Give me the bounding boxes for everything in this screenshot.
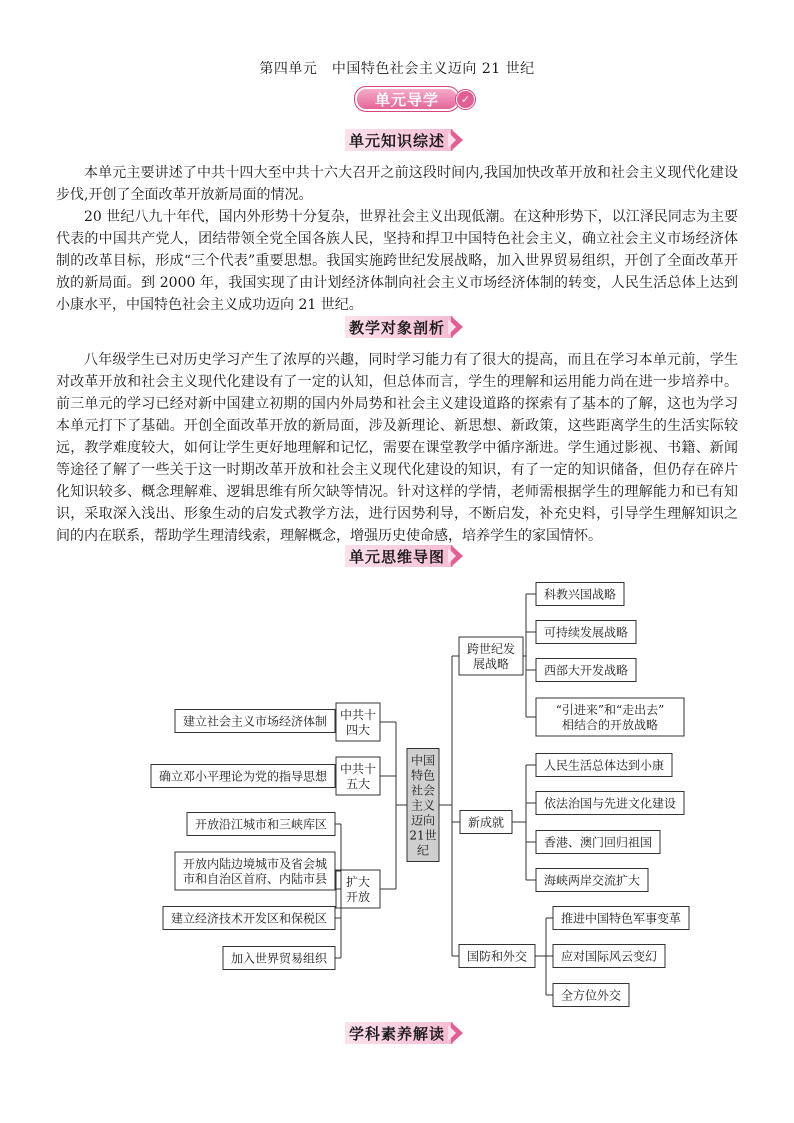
- node-label: 建立经济技术开发区和保税区: [170, 911, 328, 926]
- node-label: 五大: [345, 777, 371, 791]
- page-title: 第四单元 中国特色社会主义迈向 21 世纪: [259, 61, 535, 77]
- section-title: 学科素养解读: [349, 1025, 446, 1043]
- overview-paragraph: 本单元主要讲述了中共十四大至中共十六大召开之前这段时间内,我国加快改革开放和社会主义现代化建设步伐,开创了全面改革开放新局面的情况。: [56, 165, 738, 203]
- node-label: 新成就: [467, 815, 505, 830]
- node-label: 应对国际风云变幻: [560, 949, 658, 964]
- node-label: 开放: [345, 890, 371, 904]
- banner-label: 单元导学: [374, 91, 439, 109]
- node-label: 开放内陆边境城市及省会城: [182, 857, 328, 871]
- node-label: 全方位外交: [560, 988, 622, 1003]
- node-label: 中共十: [339, 762, 377, 776]
- node-label: 社会: [410, 783, 436, 798]
- node-label: 纪: [416, 843, 430, 858]
- node-label: 可持续发展战略: [543, 625, 629, 640]
- section-title: 单元知识综述: [349, 132, 446, 150]
- analysis-paragraph: 八年级学生已对历史学习产生了浓厚的兴趣，同时学习能力有了很大的提高，而且在学习本单元前，学生对改革开放和社会主义现代化建设有了一定的认知，但总体而言，学生的理解和运用能力尚在进一步培养中。前三单元的学习已经对新中国建立初期的国内外局势和社会主义建设道路的探索有了基本的了解，这也为学习本单元打下了基础。开创全面改革开放的新局面，涉及新理论、新思想、新政策，这些距离学生的生活实际较远，教学难度较大，如何让学生更好地理解和记忆，需要在课堂教学中循序渐进。学生通过影视、书籍、新闻等途径了解了一些关于这一时期改革开放和社会主义现代化建设的知识，有了一定的知识储备，但仍存在碎片化知识较多、概念理解难、逻辑思维有所欠缺等情况。针对这样的学情，老师需根据学生的理解能力和已有知识，采取深入浅出、形象生动的启发式教学方法，进行因势利导，不断启发，补充史料，引导学生理解知识之间的内在联系，帮助学生理清线索，理解概念，增强历史使命感，培养学生的家国情怀。: [56, 352, 738, 544]
- node-label: 特色: [410, 768, 436, 783]
- node-label: 确立邓小平理论为党的指导思想: [158, 769, 328, 784]
- node-label: 西部大开发战略: [543, 663, 629, 678]
- node-label: 国防和外交: [466, 949, 528, 964]
- node-label: 相结合的开放战略: [561, 718, 659, 732]
- node-label: 21世: [409, 828, 437, 843]
- node-label: 中国: [410, 753, 436, 768]
- node-label: 中共十: [339, 708, 377, 722]
- node-label: 建立社会主义市场经济体制: [182, 714, 328, 729]
- node-label: 迈向: [410, 813, 436, 828]
- node-label: 海峡两岸交流扩大: [543, 873, 641, 888]
- node-label: 扩大: [345, 875, 371, 889]
- section-header-literacy: [345, 1022, 467, 1044]
- node-label: 主义: [410, 798, 436, 813]
- check-icon: ✓: [456, 90, 475, 109]
- node-label: 四大: [345, 723, 371, 737]
- node-label: 依法治国与先进文化建设: [543, 796, 677, 811]
- node-label: 人民生活总体达到小康: [543, 758, 665, 773]
- node-label: 展战略: [472, 657, 510, 671]
- node-label: “引进来”和“走出去”: [555, 703, 665, 717]
- node-label: 开放沿江城市和三峡库区: [194, 817, 328, 832]
- node-label: 市和自治区首府、内陆市县: [182, 872, 328, 886]
- node-label: 推进中国特色军事变革: [560, 911, 682, 926]
- section-title: 教学对象剖析: [349, 319, 446, 337]
- overview-paragraph: 20 世纪八九十年代，国内外形势十分复杂，世界社会主义出现低潮。在这种形势下，以江泽民同志为主要代表的中国共产党人，团结带领全党全国各族人民，坚持和捍卫中国特色社会主义，确立社会主义市场经济体制的改革目标，形成“三个代表”重要思想。我国实施跨世纪发展战略，加入世界贸易组织，开创了全面改革开放的新局面。到 2000 年，我国实现了由计划经济体制向社会主义市场经济体制的转变，人民生活总体上达到小康水平，中国特色社会主义成功迈向 21 世纪。: [56, 209, 738, 313]
- node-label: 科教兴国战略: [543, 587, 617, 602]
- node-label: 加入世界贸易组织: [230, 951, 328, 966]
- node-label: 香港、澳门回归祖国: [543, 835, 653, 850]
- node-label: 跨世纪发: [466, 642, 516, 656]
- section-title: 单元思维导图: [349, 548, 446, 566]
